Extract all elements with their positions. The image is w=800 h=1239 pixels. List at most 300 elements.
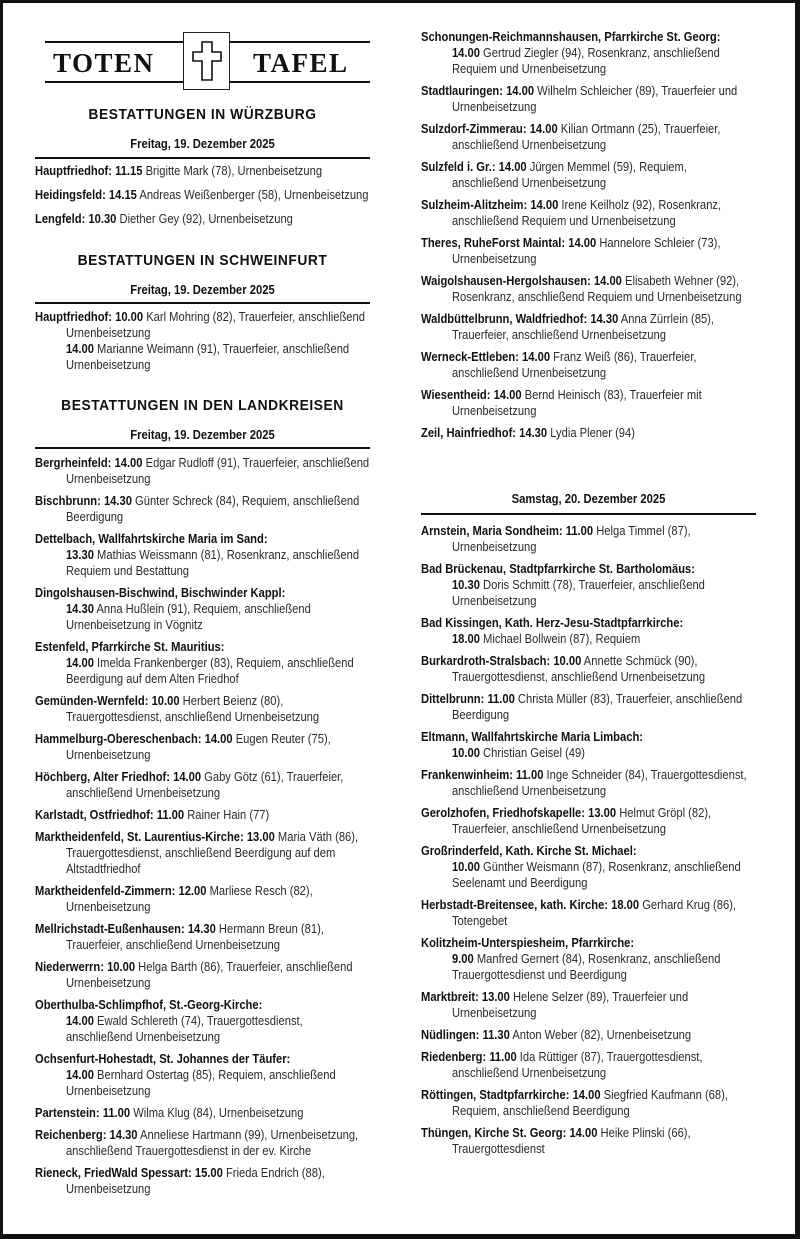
entry-place-time: Mellrichstadt-Eußenhausen: 14.30 xyxy=(35,921,216,936)
entry-details: Urnenbeisetzung xyxy=(65,975,151,990)
entry-details: Helga Timmel (87), xyxy=(593,523,691,538)
funeral-entry xyxy=(421,615,766,647)
entry-line xyxy=(35,693,332,709)
entry-line xyxy=(421,1125,718,1141)
entry-line xyxy=(421,45,718,61)
entry-line xyxy=(421,729,718,745)
entry-line xyxy=(35,829,359,845)
date-heading-wuerzburg: Freitag, 19. Dezember 2025 xyxy=(130,137,275,151)
entry-line xyxy=(421,539,718,555)
divider-landkreise xyxy=(35,447,370,449)
entry-line xyxy=(421,1065,718,1081)
entry-place-time: Wiesentheid: 14.00 xyxy=(421,387,522,402)
funeral-entry xyxy=(35,639,380,687)
entry-details: Requiem, anschließend Beerdigung xyxy=(451,1103,630,1118)
entry-place-time: 13.30 xyxy=(65,547,94,562)
entry-line xyxy=(35,937,332,953)
entry-line xyxy=(35,639,332,655)
funeral-entry xyxy=(35,455,380,487)
funeral-entry xyxy=(421,311,766,343)
entry-place-time: Dettelbach, Wallfahrtskirche Maria im Sand: xyxy=(35,531,268,546)
funeral-entry xyxy=(421,83,766,115)
funeral-entry xyxy=(35,883,380,915)
entry-line xyxy=(421,365,718,381)
funeral-entry xyxy=(421,273,766,305)
entry-line xyxy=(421,403,718,419)
entry-place-time: Sulzheim-Alitzheim: 14.00 xyxy=(421,197,559,212)
entry-line xyxy=(35,807,332,823)
funeral-entry xyxy=(421,897,766,929)
entry-details: Günther Weismann (87), Rosenkranz, anschließend xyxy=(479,859,741,874)
entry-line xyxy=(35,601,332,617)
entry-details: Urnenbeisetzung xyxy=(65,899,151,914)
entry-place-time: 10.00 xyxy=(451,745,480,760)
entry-line xyxy=(35,531,332,547)
entry-details: Heike Plinski (66), xyxy=(597,1125,691,1140)
funeral-entry xyxy=(421,121,766,153)
entry-line xyxy=(421,805,718,821)
funeral-entry xyxy=(421,349,766,381)
funeral-entry xyxy=(35,1051,380,1099)
entry-line xyxy=(35,325,332,341)
entry-place-time: Bergrheinfeld: 14.00 xyxy=(35,455,143,470)
section-title-landkreise: BESTATTUNGEN IN DEN LANDKREISEN xyxy=(61,397,344,414)
section-title-schweinfurt: BESTATTUNGEN IN SCHWEINFURT xyxy=(77,252,328,269)
entry-details: Trauerfeier, anschließend Urnenbeisetzung xyxy=(451,327,666,342)
entry-details: Seelenamt und Beerdigung xyxy=(451,875,588,890)
entry-place-time: Waldbüttelbrunn, Waldfriedhof: 14.30 xyxy=(421,311,619,326)
entry-details: Trauergottesdienst und Beerdigung xyxy=(451,967,627,982)
entry-place-time: Hauptfriedhof: 11.15 xyxy=(35,163,143,178)
entry-place-time: Bischbrunn: 14.30 xyxy=(35,493,132,508)
entry-details: Gaby Götz (61), Trauerfeier, xyxy=(201,769,344,784)
entry-line xyxy=(35,493,360,509)
funeral-entry xyxy=(35,309,380,373)
entry-details: Marliese Resch (82), xyxy=(206,883,313,898)
entry-details: Ewald Schlereth (74), Trauergottesdienst, xyxy=(93,1013,303,1028)
entry-place-time: Großrinderfeld, Kath. Kirche St. Michael: xyxy=(421,843,637,858)
funeral-entry xyxy=(35,731,380,763)
logo-cross-box xyxy=(183,32,230,90)
entry-place-time: 14.00 xyxy=(451,45,480,60)
entry-line xyxy=(421,175,718,191)
funeral-entry xyxy=(35,1165,380,1197)
entry-details: Jürgen Memmel (59), Requiem, xyxy=(526,159,687,174)
funeral-entry xyxy=(35,997,380,1045)
entry-line xyxy=(421,1027,718,1043)
entry-place-time: Marktheidenfeld-Zimmern: 12.00 xyxy=(35,883,207,898)
entry-line xyxy=(421,99,718,115)
entry-details: anschließend Requiem und Urnenbeisetzung xyxy=(451,213,676,228)
logo-word-right: TAFEL xyxy=(253,48,349,78)
entry-line xyxy=(421,951,721,967)
entry-details: Urnenbeisetzung xyxy=(65,357,151,372)
entry-line xyxy=(421,859,741,875)
funeral-entry xyxy=(421,159,766,191)
funeral-entry xyxy=(35,211,380,227)
entry-details: Requiem und Urnenbeisetzung xyxy=(451,61,607,76)
entry-line xyxy=(35,357,332,373)
entry-line xyxy=(35,455,370,471)
entry-line xyxy=(35,861,332,877)
funeral-entry xyxy=(421,653,766,685)
entry-place-time: Höchberg, Alter Friedhof: 14.00 xyxy=(35,769,202,784)
entry-details: Inge Schneider (84), Trauergottesdienst, xyxy=(543,767,747,782)
entry-details: Urnenbeisetzung xyxy=(65,1083,151,1098)
entry-line xyxy=(421,783,718,799)
entry-place-time: 14.00 xyxy=(65,1013,94,1028)
entry-line xyxy=(421,707,718,723)
entry-details: Eugen Reuter (75), xyxy=(232,731,331,746)
entry-details: Urnenbeisetzung in Vögnitz xyxy=(65,617,203,632)
entry-line xyxy=(35,747,332,763)
entry-line xyxy=(421,523,718,539)
entry-line xyxy=(35,731,332,747)
entry-line xyxy=(421,121,721,137)
entry-line xyxy=(35,655,354,671)
entry-place-time: 9.00 xyxy=(451,951,474,966)
entry-place-time: Lengfeld: 10.30 xyxy=(35,211,117,226)
entry-details: Kilian Ortmann (25), Trauerfeier, xyxy=(557,121,721,136)
entry-details: Imelda Frankenberger (83), Requiem, anschließend xyxy=(93,655,354,670)
entry-details: Urnenbeisetzung xyxy=(65,325,151,340)
entry-details: Wilhelm Schleicher (89), Trauerfeier und xyxy=(534,83,738,98)
funeral-entry xyxy=(421,1049,766,1081)
funeral-entry xyxy=(421,1087,766,1119)
entry-line xyxy=(421,273,740,289)
funeral-entry xyxy=(421,729,766,761)
entry-details: Michael Bollwein (87), Requiem xyxy=(479,631,641,646)
entry-place-time: Arnstein, Maria Sondheim: 11.00 xyxy=(421,523,594,538)
entry-place-time: Dittelbrunn: 11.00 xyxy=(421,691,515,706)
entry-details: Urnenbeisetzung xyxy=(451,539,537,554)
entry-line xyxy=(35,1105,332,1121)
entry-line xyxy=(421,311,718,327)
entry-details: anschließend Urnenbeisetzung xyxy=(451,175,607,190)
entry-place-time: Estenfeld, Pfarrkirche St. Mauritius: xyxy=(35,639,225,654)
entry-line xyxy=(35,341,350,357)
entry-line xyxy=(35,709,332,725)
entry-place-time: Ochsenfurt-Hohestadt, St. Johannes der Täufer: xyxy=(35,1051,291,1066)
entry-details: Hermann Breun (81), xyxy=(215,921,324,936)
entry-details: Totengebet xyxy=(451,913,508,928)
funeral-entry xyxy=(35,959,380,991)
entry-line xyxy=(421,83,738,99)
funeral-entry xyxy=(421,843,766,891)
entry-details: Trauerfeier, anschließend Urnenbeisetzung xyxy=(451,821,666,836)
entry-line xyxy=(421,615,718,631)
entry-place-time: 14.00 xyxy=(65,1067,94,1082)
funeral-entry xyxy=(35,187,380,203)
entry-line xyxy=(35,975,332,991)
entry-details: Christa Müller (83), Trauerfeier, anschließend xyxy=(514,691,743,706)
entry-details: Ida Rüttiger (87), Trauergottesdienst, xyxy=(516,1049,703,1064)
entry-details: Anna Zürrlein (85), xyxy=(618,311,715,326)
entry-place-time: Hammelburg-Obereschenbach: 14.00 xyxy=(35,731,233,746)
entry-details: Bernd Heinisch (83), Trauerfeier mit xyxy=(521,387,702,402)
funeral-entry xyxy=(421,387,766,419)
list-schweinfurt xyxy=(35,309,380,379)
funeral-entry xyxy=(35,493,380,525)
section-title-wuerzburg: BESTATTUNGEN IN WÜRZBURG xyxy=(88,106,317,123)
entry-details: Urnenbeisetzung xyxy=(451,403,537,418)
entry-details: Frieda Endrich (88), xyxy=(222,1165,325,1180)
entry-details: Altstadtfriedhof xyxy=(65,861,141,876)
entry-place-time: Partenstein: 11.00 xyxy=(35,1105,131,1120)
entry-details: anschließend Urnenbeisetzung xyxy=(65,785,221,800)
funeral-entry xyxy=(421,1027,766,1043)
entry-place-time: Gemünden-Wernfeld: 10.00 xyxy=(35,693,180,708)
entry-details: Diether Gey (92), Urnenbeisetzung xyxy=(116,211,293,226)
funeral-entry xyxy=(35,1127,380,1159)
entry-details: Lydia Plener (94) xyxy=(547,425,635,440)
entry-details: Gerhard Krug (86), xyxy=(639,897,737,912)
entry-place-time: Bad Kissingen, Kath. Herz-Jesu-Stadtpfarrkirche: xyxy=(421,615,684,630)
entry-line xyxy=(421,669,718,685)
funeral-entry xyxy=(35,531,380,579)
funeral-entry xyxy=(35,163,380,179)
entry-line xyxy=(35,997,332,1013)
entry-place-time: Reichenberg: 14.30 xyxy=(35,1127,138,1142)
entry-line xyxy=(421,875,718,891)
entry-details: Rosenkranz, anschließend Requiem und Urnenbeisetzung xyxy=(451,289,742,304)
entry-line xyxy=(35,785,332,801)
entry-line xyxy=(35,1127,359,1143)
entry-line xyxy=(421,29,721,45)
entry-line xyxy=(421,1141,718,1157)
entry-line xyxy=(421,913,718,929)
list-samstag xyxy=(421,523,766,1163)
entry-details: Irene Keilholz (92), Rosenkranz, xyxy=(558,197,722,212)
entry-place-time: Karlstadt, Ostfriedhof: 11.00 xyxy=(35,807,185,822)
entry-details: Urnenbeisetzung xyxy=(65,471,151,486)
entry-details: Urnenbeisetzung xyxy=(451,251,537,266)
entry-line xyxy=(421,821,718,837)
entry-details: Elisabeth Wehner (92), xyxy=(621,273,740,288)
divider-schweinfurt xyxy=(35,302,370,304)
date-heading-schweinfurt: Freitag, 19. Dezember 2025 xyxy=(130,283,275,297)
entry-details: Urnenbeisetzung xyxy=(451,593,537,608)
entry-line xyxy=(421,1087,728,1103)
entry-details: Anneliese Hartmann (99), Urnenbeisetzung, xyxy=(137,1127,359,1142)
entry-line xyxy=(35,769,344,785)
entry-line xyxy=(35,585,332,601)
entry-details: Brigitte Mark (78), Urnenbeisetzung xyxy=(142,163,323,178)
entry-place-time: Stadtlauringen: 14.00 xyxy=(421,83,535,98)
entry-details: anschließend Urnenbeisetzung xyxy=(451,365,607,380)
entry-place-time: 10.00 xyxy=(451,859,480,874)
cross-icon xyxy=(192,41,222,81)
entry-line xyxy=(35,187,369,203)
entry-place-time: Gerolzhofen, Friedhofskapelle: 13.00 xyxy=(421,805,617,820)
entry-line xyxy=(35,671,332,687)
funeral-entry xyxy=(35,769,380,801)
entry-place-time: Herbstadt-Breitensee, kath. Kirche: 18.00 xyxy=(421,897,640,912)
entry-place-time: Thüngen, Kirche St. Georg: 14.00 xyxy=(421,1125,598,1140)
entry-place-time: Sulzfeld i. Gr.: 14.00 xyxy=(421,159,527,174)
entry-place-time: Theres, RuheForst Maintal: 14.00 xyxy=(421,235,597,250)
entry-place-time: Frankenwinheim: 11.00 xyxy=(421,767,544,782)
entry-line xyxy=(35,845,336,861)
entry-details: Mathias Weissmann (81), Rosenkranz, anschließend xyxy=(93,547,360,562)
entry-line xyxy=(421,631,718,647)
entry-line xyxy=(35,309,365,325)
funeral-entry xyxy=(35,807,380,823)
entry-place-time: Kolitzheim-Unterspiesheim, Pfarrkirche: xyxy=(421,935,635,950)
entry-details: Trauergottesdienst, anschließend Beerdigung auf dem xyxy=(65,845,336,860)
entry-line xyxy=(421,327,718,343)
entry-line xyxy=(35,563,332,579)
entry-details: Wilma Klug (84), Urnenbeisetzung xyxy=(130,1105,304,1120)
funeral-entry xyxy=(421,29,766,77)
entry-place-time: Waigolshausen-Hergolshausen: 14.00 xyxy=(421,273,622,288)
entry-line xyxy=(421,843,718,859)
funeral-entry xyxy=(35,921,380,953)
funeral-entry xyxy=(421,767,766,799)
divider-wuerzburg xyxy=(35,157,370,159)
entry-details: anschließend Urnenbeisetzung xyxy=(451,1065,607,1080)
entry-details: Helga Barth (86), Trauerfeier, anschließend xyxy=(135,959,353,974)
entry-details: Hannelore Schleier (73), xyxy=(596,235,721,250)
entry-place-time: 14.30 xyxy=(65,601,94,616)
entry-place-time: Hauptfriedhof: 10.00 xyxy=(35,309,144,324)
entry-place-time: Oberthulba-Schlimpfhof, St.-Georg-Kirche: xyxy=(35,997,263,1012)
entry-details: Günter Schreck (84), Requiem, anschließend xyxy=(131,493,360,508)
funeral-entry xyxy=(421,235,766,267)
entry-details: Annette Schmück (90), xyxy=(581,653,698,668)
entry-details: anschließend Urnenbeisetzung xyxy=(451,137,607,152)
entry-line xyxy=(35,1067,336,1083)
entry-line xyxy=(421,767,747,783)
entry-details: Requiem und Bestattung xyxy=(65,563,190,578)
entry-place-time: Rieneck, FriedWald Spessart: 15.00 xyxy=(35,1165,223,1180)
entry-line xyxy=(35,211,332,227)
entry-line xyxy=(421,561,718,577)
entry-line xyxy=(421,349,718,365)
entry-details: Andreas Weißenberger (58), Urnenbeisetzung xyxy=(136,187,369,202)
entry-place-time: Bad Brückenau, Stadtpfarrkirche St. Bartholomäus: xyxy=(421,561,695,576)
entry-line xyxy=(35,921,332,937)
entry-details: Beerdigung xyxy=(451,707,510,722)
entry-line xyxy=(35,509,332,525)
entry-line xyxy=(35,883,332,899)
entry-details: Franz Weiß (86), Trauerfeier, xyxy=(550,349,697,364)
entry-details: Doris Schmitt (78), Trauerfeier, anschließend xyxy=(479,577,705,592)
entry-line xyxy=(35,1143,332,1159)
entry-line xyxy=(421,989,718,1005)
entry-details: Christian Geisel (49) xyxy=(479,745,585,760)
entry-details: Urnenbeisetzung xyxy=(65,1181,151,1196)
entry-details: Trauergottesdienst, anschließend Urnenbeisetzung xyxy=(65,709,320,724)
entry-line xyxy=(35,1083,332,1099)
entry-details: Gertrud Ziegler (94), Rosenkranz, anschließend xyxy=(479,45,720,60)
entry-line xyxy=(421,935,718,951)
entry-place-time: Eltmann, Wallfahrtskirche Maria Limbach: xyxy=(421,729,644,744)
entry-details: Anna Hußlein (91), Requiem, anschließend xyxy=(93,601,311,616)
funeral-entry xyxy=(35,585,380,633)
entry-line xyxy=(35,163,332,179)
entry-line xyxy=(421,425,718,441)
entry-line xyxy=(421,235,721,251)
entry-line xyxy=(35,1013,332,1029)
funeral-entry xyxy=(421,935,766,983)
entry-line xyxy=(421,1049,718,1065)
entry-line xyxy=(421,691,743,707)
entry-place-time: Werneck-Ettleben: 14.00 xyxy=(421,349,551,364)
entry-details: Manfred Gernert (84), Rosenkranz, anschließend xyxy=(473,951,721,966)
entry-details: Helene Selzer (89), Trauerfeier und xyxy=(509,989,689,1004)
funeral-entry xyxy=(35,693,380,725)
entry-line xyxy=(421,1005,718,1021)
entry-place-time: Marktheidenfeld, St. Laurentius-Kirche: 13.00 xyxy=(35,829,275,844)
entry-details: Edgar Rudloff (91), Trauerfeier, anschließend xyxy=(142,455,370,470)
funeral-entry xyxy=(35,1105,380,1121)
entry-details: Bernhard Ostertag (85), Requiem, anschließend xyxy=(93,1067,336,1082)
entry-place-time: 10.30 xyxy=(451,577,480,592)
entry-line xyxy=(35,1165,332,1181)
date-heading-landkreise: Freitag, 19. Dezember 2025 xyxy=(130,428,275,442)
entry-line xyxy=(421,197,722,213)
entry-place-time: 18.00 xyxy=(451,631,480,646)
entry-line xyxy=(35,1029,332,1045)
entry-place-time: Sulzdorf-Zimmerau: 14.00 xyxy=(421,121,558,136)
entry-place-time: Burkardroth-Stralsbach: 10.00 xyxy=(421,653,582,668)
divider-samstag xyxy=(421,513,756,515)
entry-line xyxy=(421,1103,718,1119)
entry-line xyxy=(421,61,718,77)
funeral-entry xyxy=(421,425,766,441)
entry-line xyxy=(421,213,718,229)
entry-details: Urnenbeisetzung xyxy=(451,99,537,114)
funeral-entry xyxy=(421,691,766,723)
entry-line xyxy=(421,593,718,609)
entry-details: Urnenbeisetzung xyxy=(65,747,151,762)
entry-details: Karl Mohring (82), Trauerfeier, anschließend xyxy=(143,309,365,324)
entry-details: Urnenbeisetzung xyxy=(451,1005,537,1020)
entry-line xyxy=(35,899,332,915)
entry-details: Helmut Gröpl (82), xyxy=(616,805,712,820)
entry-line xyxy=(421,387,718,403)
funeral-entry xyxy=(421,805,766,837)
funeral-entry xyxy=(421,561,766,609)
entry-place-time: Heidingsfeld: 14.15 xyxy=(35,187,137,202)
entry-line xyxy=(421,251,718,267)
entry-place-time: Riedenberg: 11.00 xyxy=(421,1049,517,1064)
entry-line xyxy=(421,745,718,761)
list-landkreise-left xyxy=(35,455,380,1203)
entry-details: Anton Weber (82), Urnenbeisetzung xyxy=(509,1027,692,1042)
entry-place-time: Zeil, Hainfriedhof: 14.30 xyxy=(421,425,548,440)
entry-details: Herbert Beienz (80), xyxy=(179,693,284,708)
entry-place-time: 14.00 xyxy=(65,655,94,670)
entry-place-time: Röttingen, Stadtpfarrkirche: 14.00 xyxy=(421,1087,601,1102)
entry-details: Trauergottesdienst, anschließend Urnenbeisetzung xyxy=(451,669,706,684)
toten-tafel-logo xyxy=(45,32,370,82)
list-landkreise-right xyxy=(421,29,766,447)
entry-line xyxy=(35,617,332,633)
entry-line xyxy=(35,1051,332,1067)
entry-details: Marianne Weimann (91), Trauerfeier, anschließend xyxy=(93,341,350,356)
entry-details: Beerdigung xyxy=(65,509,124,524)
logo-word-left: TOTEN xyxy=(53,48,155,78)
entry-line xyxy=(421,653,718,669)
entry-line xyxy=(421,897,737,913)
entry-details: Rainer Hain (77) xyxy=(184,807,270,822)
entry-line xyxy=(421,137,718,153)
entry-line xyxy=(421,967,718,983)
entry-place-time: Niederwerrn: 10.00 xyxy=(35,959,136,974)
list-wuerzburg xyxy=(35,163,380,235)
